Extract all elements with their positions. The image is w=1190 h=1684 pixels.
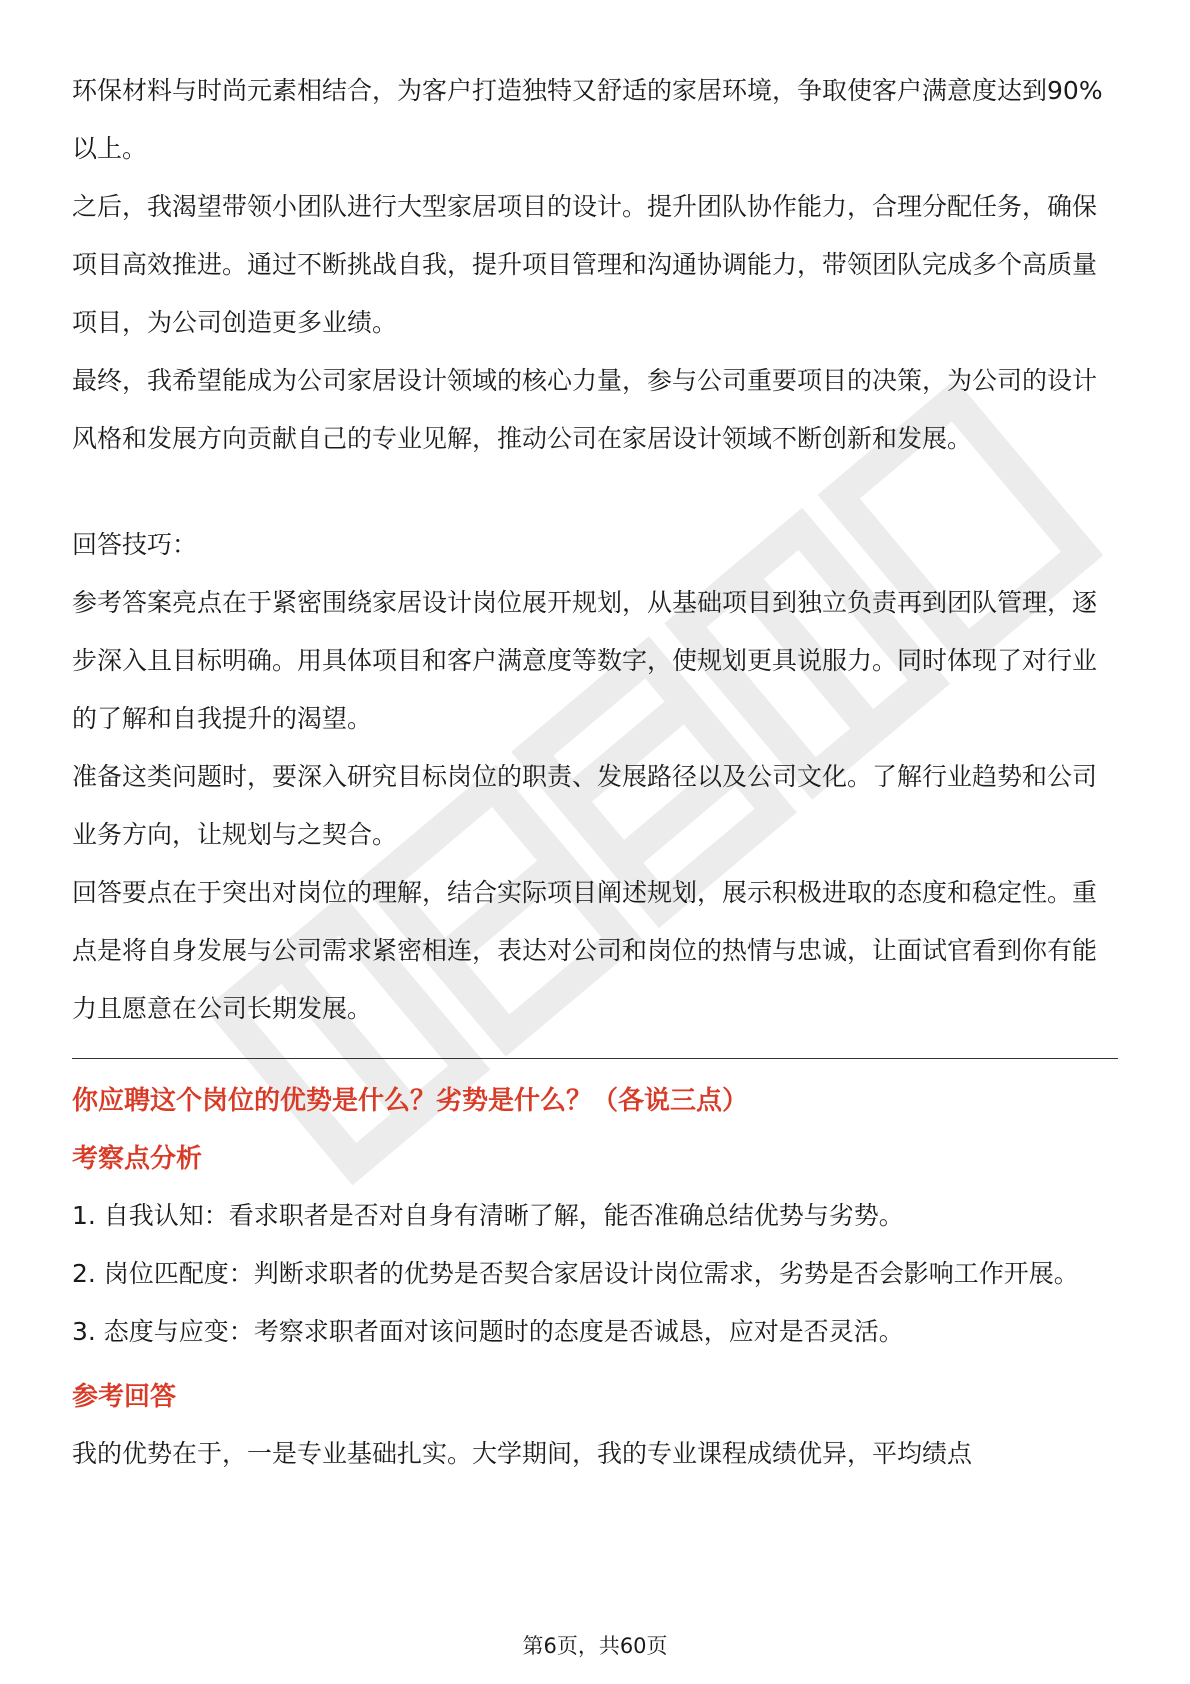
answer-heading: 参考回答 [72,1382,177,1412]
analysis-heading: 考察点分析 [72,1144,203,1174]
body-paragraph: 最终，我希望能成为公司家居设计领域的核心力量，参与公司重要项目的决策，为公司的设计风格和发展方向贡献自己的专业见解，推动公司在家居设计领域不断创新和发展。 [72,366,1098,453]
tips-paragraph: 准备这类问题时，要深入研究目标岗位的职责、发展路径以及公司文化。了解行业趋势和公司业务方向，让规划与之契合。 [72,762,1098,849]
question-title: 你应聘这个岗位的优势是什么？劣势是什么？（各说三点） [72,1086,749,1116]
answer-paragraph: 我的优势在于，一是专业基础扎实。大学期间，我的专业课程成绩优异，平均绩点 [72,1439,973,1468]
page-content [72,62,1118,1483]
page-number: 第6页，共60页 [522,1634,668,1658]
body-paragraph: 之后，我渴望带领小团队进行大型家居项目的设计。提升团队协作能力，合理分配任务，确保项目高效推进。通过不断挑战自我，提升项目管理和沟通协调能力，带领团队完成多个高质量项目，为公司创造更多业绩。 [72,192,1098,337]
analysis-item: 2. 岗位匹配度：判断求职者的优势是否契合家居设计岗位需求，劣势是否会影响工作开展。 [72,1259,1079,1288]
body-paragraph: 环保材料与时尚元素相结合，为客户打造独特又舒适的家居环境，争取使客户满意度达到90%以上。 [72,76,1103,163]
spacer [72,468,1118,516]
analysis-item: 1. 自我认知：看求职者是否对自身有清晰了解，能否准确总结优势与劣势。 [72,1201,904,1230]
tips-paragraph: 回答要点在于突出对岗位的理解，结合实际项目阐述规划，展示积极进取的态度和稳定性。重点是将自身发展与公司需求紧密相连，表达对公司和岗位的热情与忠诚，让面试官看到你有能力且愿意在公司长期发展。 [72,878,1098,1023]
tips-paragraph: 参考答案亮点在于紧密围绕家居设计岗位展开规划，从基础项目到独立负责再到团队管理，逐步深入且目标明确。用具体项目和客户满意度等数字，使规划更具说服力。同时体现了对行业的了解和自我提升的渴望。 [72,588,1098,733]
tips-heading: 回答技巧： [72,530,198,559]
analysis-item: 3. 态度与应变：考察求职者面对该问题时的态度是否诚恳，应对是否灵活。 [72,1317,904,1346]
section-divider [72,1058,1118,1059]
